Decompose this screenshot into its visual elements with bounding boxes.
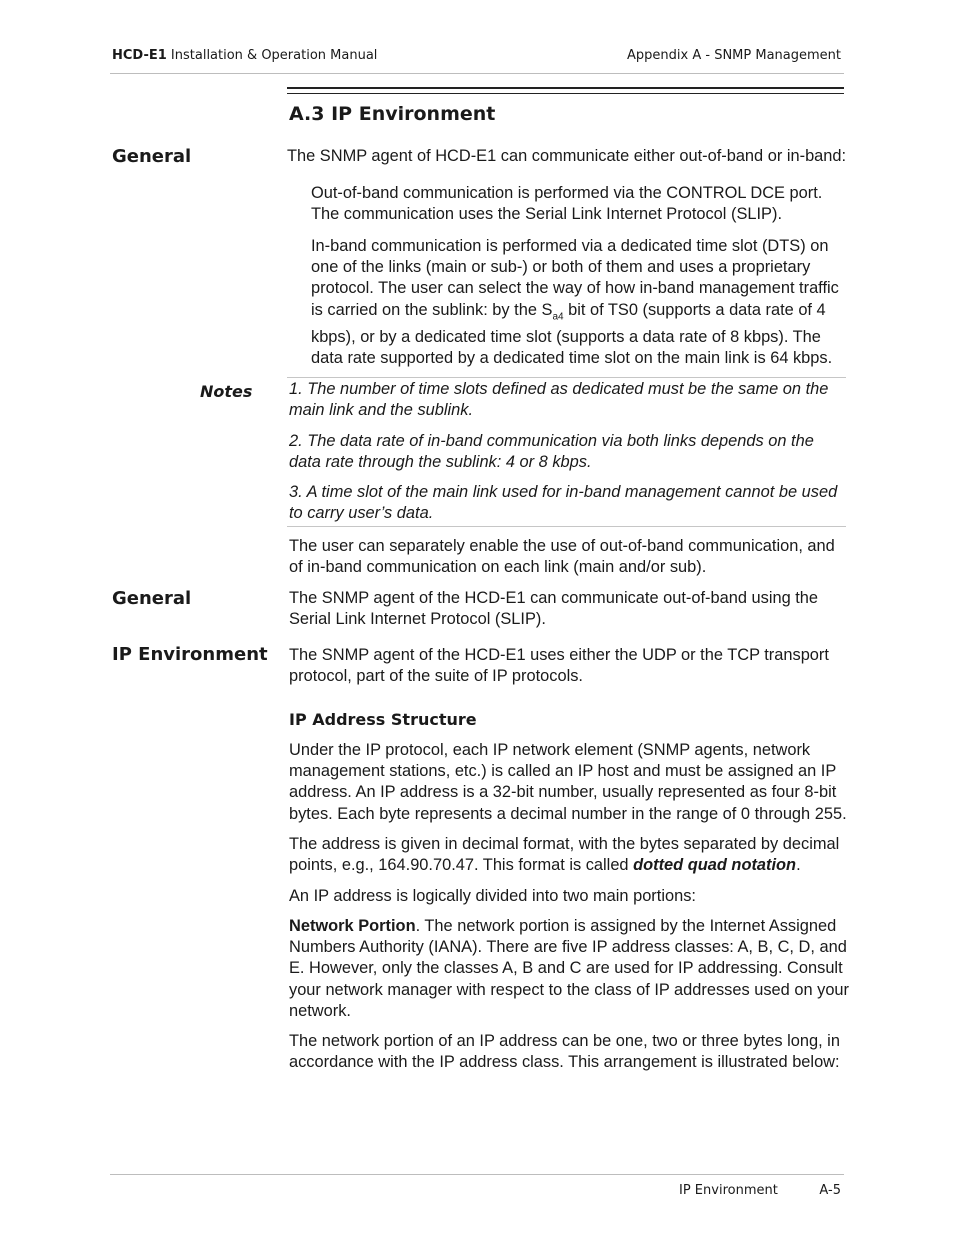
p2-text-a: The address is given in decimal format, with the bytes separated by decimal points, e.g., 164.90.70.47. This format is called xyxy=(289,835,840,875)
ip-address-paragraph-2 xyxy=(289,834,849,876)
header-chapter: Appendix A - SNMP Management xyxy=(627,48,841,63)
side-heading-notes: Notes xyxy=(200,382,253,401)
after-notes-paragraph: The user can separately enable the use of out-of-band communication, and of in-band communication on each link (main and/or sub). xyxy=(289,537,835,577)
note-2: 2. The data rate of in-band communication via both links depends on the data rate through the sublink: 4 or 8 kbps. xyxy=(289,432,814,472)
section-title: A.3 IP Environment xyxy=(289,103,496,125)
dotted-quad-term: dotted quad notation xyxy=(633,856,797,875)
in-band-text-a: In-band communication is performed via a dedicated time slot (DTS) on one of the links (main or sub-) or both of them and uses a proprietary protocol. The user can select the way of how in-band management traffic is carried on the sublink: by the S xyxy=(311,237,839,319)
note-3: 3. A time slot of the main link used for in-band management cannot be used to carry user’s data. xyxy=(289,483,838,523)
in-band-paragraph xyxy=(311,236,847,370)
footer-divider xyxy=(110,1174,844,1175)
notes-top-rule xyxy=(287,377,846,378)
general-intro: The SNMP agent of HCD-E1 can communicate either out-of-band or in-band: xyxy=(287,147,847,165)
page-number: A-5 xyxy=(819,1183,841,1198)
note-1: 1. The number of time slots defined as dedicated must be the same on the main link and the sublink. xyxy=(289,380,829,420)
ip-address-paragraph-3: An IP address is logically divided into two main portions: xyxy=(289,887,696,905)
manual-name: Installation & Operation Manual xyxy=(170,48,378,63)
section-double-rule xyxy=(287,87,844,94)
in-band-subscript: a4 xyxy=(552,310,564,322)
network-portion-text: . The network portion is assigned by the Internet Assigned Numbers Authority (IANA). There are five IP address classes: A, B, C, D, and E. However, only the classes A, B and C are used for IP addressing. Consult your network manager with respect to the class of IP addresses used on your network. xyxy=(289,917,850,1020)
header-divider xyxy=(110,73,844,74)
p2-text-b: . xyxy=(796,856,801,875)
ip-address-paragraph-1: Under the IP protocol, each IP network element (SNMP agents, network management stations, etc.) is called an IP host and must be assigned an IP address. An IP address is a 32-bit number, usually represented as four 8-bit bytes. Each byte represents a decimal number in the range of 0 through 255. xyxy=(289,741,847,823)
in-band-text-b: bit of TS0 (supports a data rate of 4 kbps), or by a dedicated time slot (supports a data rate of 8 kbps). The data rate supported by a dedicated time slot on the main link is 64 kbps. xyxy=(311,300,833,368)
ip-address-paragraph-5: The network portion of an IP address can be one, two or three bytes long, in accordance with the IP address class. This arrangement is illustrated below: xyxy=(289,1032,840,1072)
general-2-paragraph: The SNMP agent of the HCD-E1 can communicate out-of-band using the Serial Link Internet Protocol (SLIP). xyxy=(289,589,819,629)
network-portion-term: Network Portion xyxy=(289,917,416,935)
out-of-band-paragraph: Out-of-band communication is performed via the CONTROL DCE port. The communication uses the Serial Link Internet Protocol (SLIP). xyxy=(311,184,823,224)
ip-environment-paragraph: The SNMP agent of the HCD-E1 uses either the UDP or the TCP transport protocol, part of the suite of IP protocols. xyxy=(289,646,829,686)
notes-bottom-rule xyxy=(287,526,846,527)
ip-address-structure-heading: IP Address Structure xyxy=(289,710,477,729)
side-heading-general: General xyxy=(112,146,192,167)
side-heading-ip-environment: IP Environment xyxy=(112,644,268,665)
side-heading-general-2: General xyxy=(112,588,192,609)
network-portion-paragraph xyxy=(289,916,849,1022)
footer-section: IP Environment xyxy=(679,1183,778,1198)
product-name: HCD-E1 xyxy=(112,48,167,63)
header-title xyxy=(112,48,377,63)
